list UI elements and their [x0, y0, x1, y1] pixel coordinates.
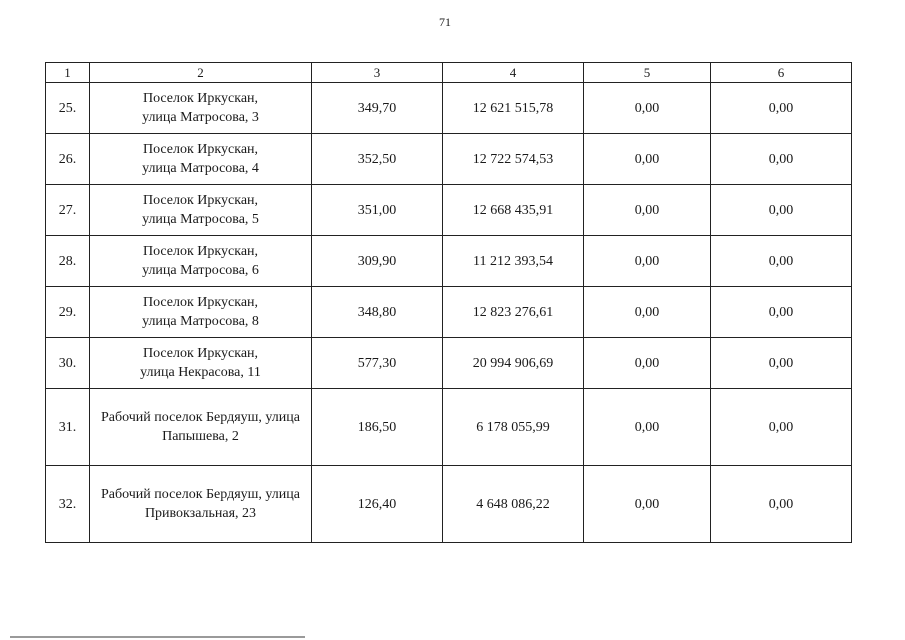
- value-col4: 12 722 574,53: [443, 134, 584, 185]
- address-line: улица Матросова, 3: [142, 110, 259, 125]
- value-col6: 0,00: [711, 466, 852, 543]
- address-cell: [90, 134, 312, 185]
- row-number: 29.: [46, 287, 90, 338]
- header-cell: 6: [711, 63, 852, 83]
- address-cell: [90, 83, 312, 134]
- table-row: [46, 236, 852, 287]
- address-line: Рабочий поселок Бердяуш, улица: [101, 410, 300, 425]
- value-col5: 0,00: [584, 185, 711, 236]
- value-col6: 0,00: [711, 83, 852, 134]
- value-col4: 12 668 435,91: [443, 185, 584, 236]
- address-line: улица Некрасова, 11: [140, 365, 261, 380]
- value-col5: 0,00: [584, 466, 711, 543]
- address-cell: [90, 185, 312, 236]
- value-col3: 577,30: [312, 338, 443, 389]
- page-number: 71: [439, 15, 451, 29]
- value-col6: 0,00: [711, 236, 852, 287]
- value-col6: 0,00: [711, 287, 852, 338]
- header-cell: 4: [443, 63, 584, 83]
- address-line: Поселок Иркускан,: [142, 142, 259, 157]
- address-line: Поселок Иркускан,: [142, 91, 259, 106]
- value-col5: 0,00: [584, 83, 711, 134]
- row-number: 27.: [46, 185, 90, 236]
- row-number: 31.: [46, 389, 90, 466]
- row-number: 30.: [46, 338, 90, 389]
- value-col4: 4 648 086,22: [443, 466, 584, 543]
- value-col6: 0,00: [711, 134, 852, 185]
- address-line: улица Матросова, 4: [142, 161, 259, 176]
- address-line: улица Матросова, 5: [142, 212, 259, 227]
- value-col5: 0,00: [584, 134, 711, 185]
- header-row: [46, 63, 852, 83]
- table-row: [46, 185, 852, 236]
- value-col4: 12 823 276,61: [443, 287, 584, 338]
- address-line: улица Матросова, 8: [142, 314, 259, 329]
- header-cell: 1: [46, 63, 90, 83]
- address-line: Папышева, 2: [162, 429, 239, 444]
- value-col3: 352,50: [312, 134, 443, 185]
- address-line: Рабочий поселок Бердяуш, улица: [101, 487, 300, 502]
- address-cell: [90, 466, 312, 543]
- table-row: [46, 287, 852, 338]
- table-row: [46, 466, 852, 543]
- value-col5: 0,00: [584, 389, 711, 466]
- value-col5: 0,00: [584, 287, 711, 338]
- table-row: [46, 83, 852, 134]
- row-number: 32.: [46, 466, 90, 543]
- row-number: 28.: [46, 236, 90, 287]
- value-col6: 0,00: [711, 389, 852, 466]
- footer-divider: [10, 636, 305, 638]
- value-col3: 351,00: [312, 185, 443, 236]
- value-col6: 0,00: [711, 338, 852, 389]
- value-col3: 349,70: [312, 83, 443, 134]
- address-line: улица Матросова, 6: [142, 263, 259, 278]
- value-col6: 0,00: [711, 185, 852, 236]
- registry-table: [45, 62, 852, 543]
- address-cell: [90, 236, 312, 287]
- address-cell: [90, 389, 312, 466]
- value-col4: 12 621 515,78: [443, 83, 584, 134]
- address-line: Поселок Иркускан,: [142, 193, 259, 208]
- header-cell: 3: [312, 63, 443, 83]
- value-col4: 20 994 906,69: [443, 338, 584, 389]
- value-col3: 126,40: [312, 466, 443, 543]
- address-cell: [90, 338, 312, 389]
- table-row: [46, 338, 852, 389]
- table-row: [46, 389, 852, 466]
- header-cell: 2: [90, 63, 312, 83]
- row-number: 25.: [46, 83, 90, 134]
- value-col4: 11 212 393,54: [443, 236, 584, 287]
- address-line: Поселок Иркускан,: [142, 295, 259, 310]
- value-col3: 348,80: [312, 287, 443, 338]
- table-row: [46, 134, 852, 185]
- address-cell: [90, 287, 312, 338]
- value-col5: 0,00: [584, 236, 711, 287]
- address-line: Поселок Иркускан,: [142, 346, 259, 361]
- value-col5: 0,00: [584, 338, 711, 389]
- row-number: 26.: [46, 134, 90, 185]
- value-col3: 309,90: [312, 236, 443, 287]
- value-col3: 186,50: [312, 389, 443, 466]
- address-line: Поселок Иркускан,: [142, 244, 259, 259]
- value-col4: 6 178 055,99: [443, 389, 584, 466]
- address-line: Привокзальная, 23: [144, 506, 257, 521]
- header-cell: 5: [584, 63, 711, 83]
